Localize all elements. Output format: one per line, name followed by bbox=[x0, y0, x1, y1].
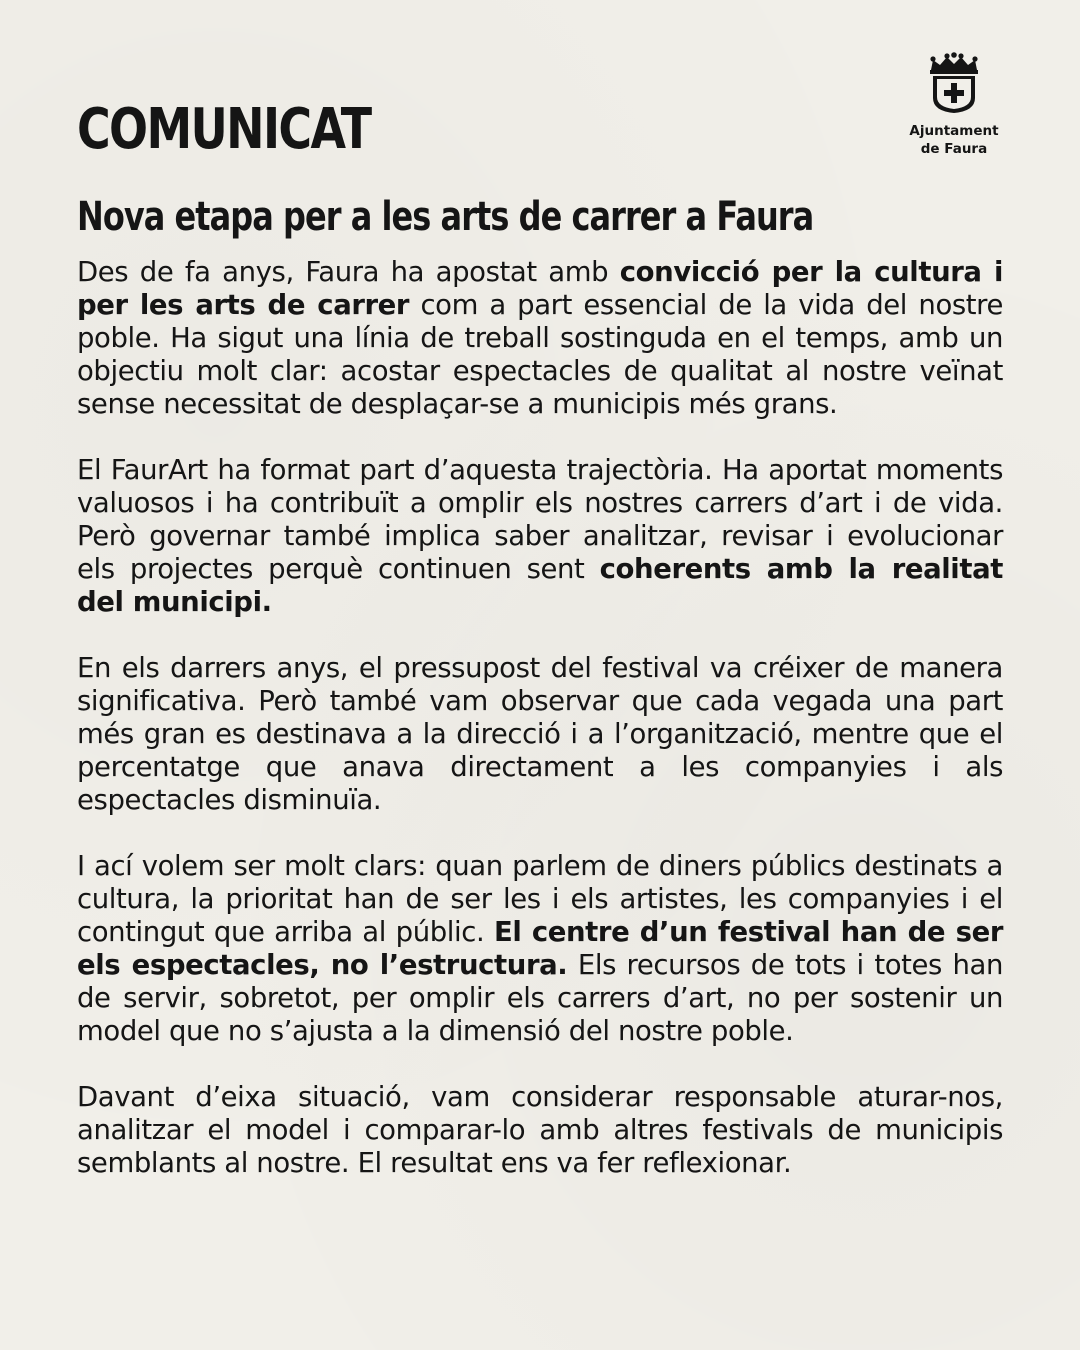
coat-of-arms-icon bbox=[925, 52, 983, 114]
logo-line-2: de Faura bbox=[920, 141, 988, 157]
paragraph-5: Davant d’eixa situació, vam considerar responsable aturar-nos, analitzar el model i comparar-lo amb altres festivals de municipis semblants al nostre. El resultat ens va fer reflexionar. bbox=[77, 1081, 1003, 1179]
paragraph-3: En els darrers anys, el pressupost del festival va créixer de manera significativa. Però també vam observar que cada vegada una part més gran es destinava a la direcció i a l’organització, mentre que el percentatge que anava directament a les companyies i als espectacles disminuïa. bbox=[77, 652, 1003, 816]
page-title: COMUNICAT bbox=[77, 97, 371, 162]
page-subtitle: Nova etapa per a les arts de carrer a Faura bbox=[77, 194, 814, 240]
ajuntament-logo bbox=[900, 52, 1008, 158]
paragraph-2: El FaurArt ha format part d’aquesta trajectòria. Ha aportat moments valuosos i ha contribuït a omplir els nostres carrers d’art i de vida. Però governar també implica saber analitzar, revisar i evolucionar els projectes perquè continuen sent coherents amb la realitat del municipi. bbox=[77, 454, 1003, 618]
communique-body bbox=[77, 256, 1003, 1213]
logo-line-1: Ajuntament bbox=[909, 123, 999, 139]
paragraph-1: Des de fa anys, Faura ha apostat amb convicció per la cultura i per les arts de carrer com a part essencial de la vida del nostre poble. Ha sigut una línia de treball sostinguda en el temps, amb un objectiu molt clar: acostar espectacles de qualitat al nostre veïnat sense necessitat de desplaçar-se a municipis més grans. bbox=[77, 256, 1003, 420]
paragraph-4: I ací volem ser molt clars: quan parlem de diners públics destinats a cultura, la prioritat han de ser les i els artistes, les companyies i el contingut que arriba al públic. El centre d’un festival han de ser els espectacles, no l’estructura. Els recursos de tots i totes han de servir, sobretot, per omplir els carrers d’art, no per sostenir un model que no s’ajusta a la dimensió del nostre poble. bbox=[77, 850, 1004, 1047]
